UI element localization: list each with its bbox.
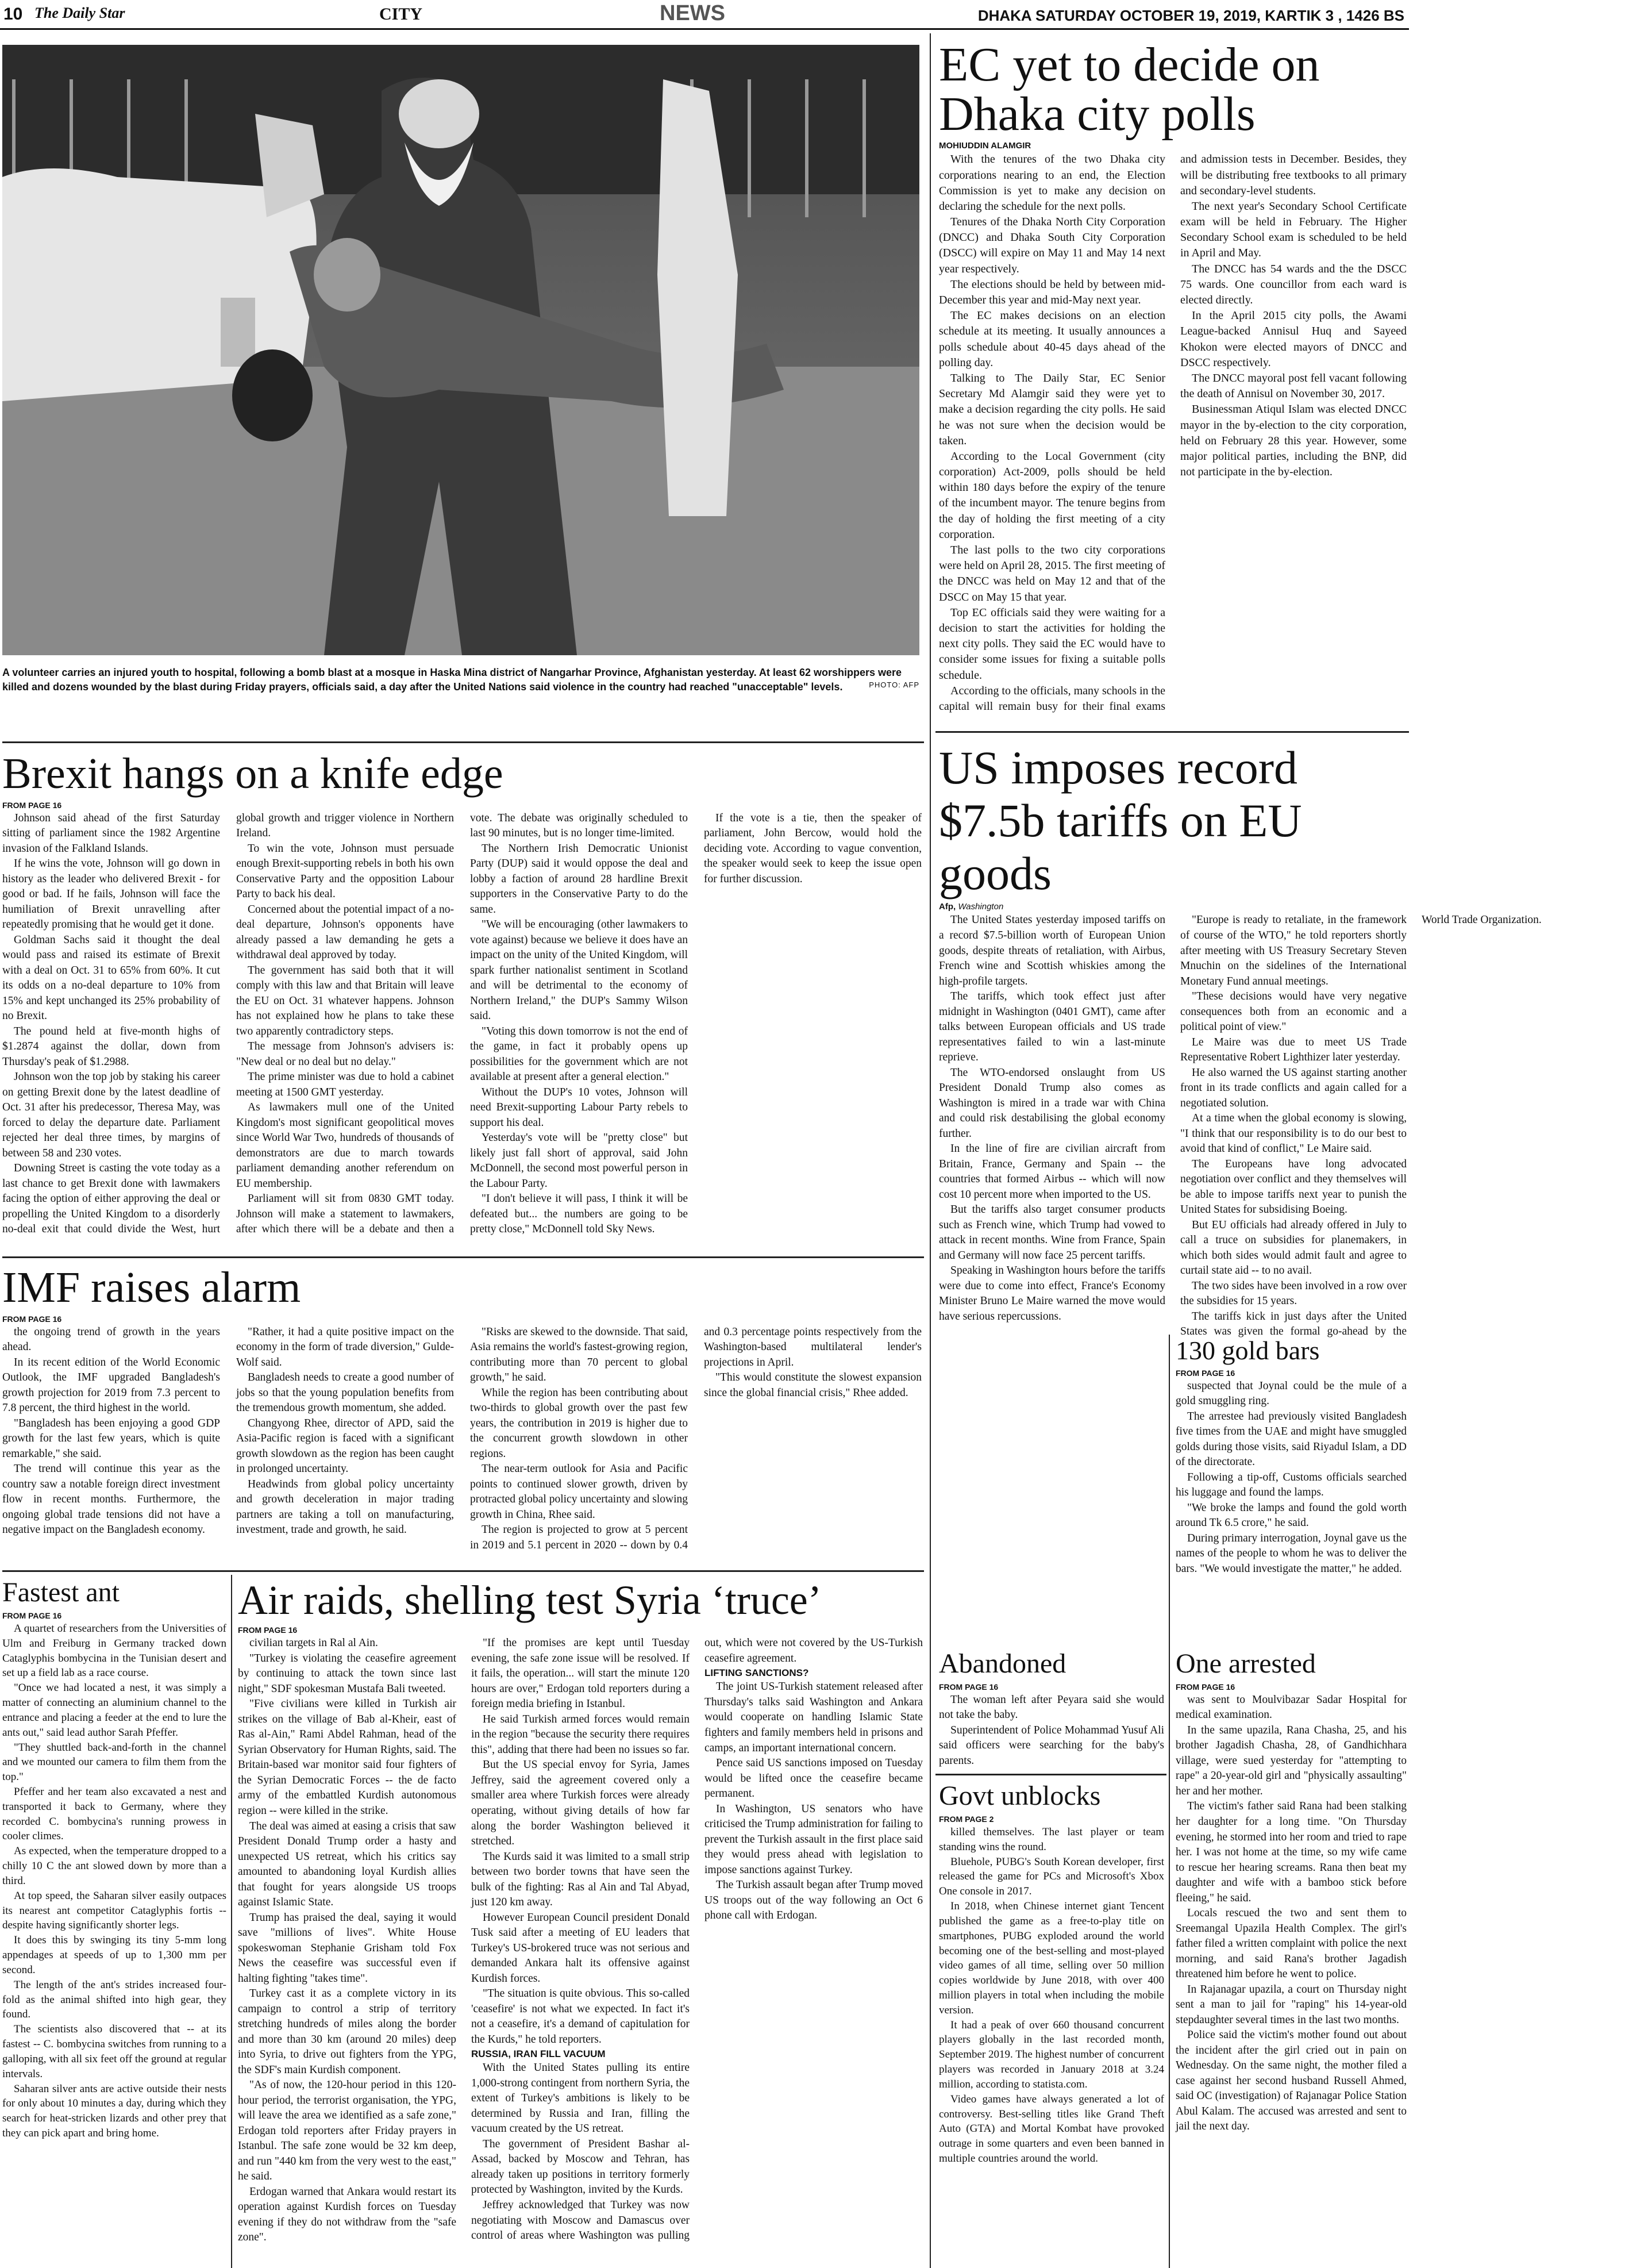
paragraph: The arrestee had previously visited Bangladesh five times from the UAE and might have smuggled golds during those visits, said Riyadul Islam, a DD of the directorate. [1176, 1410, 1407, 1469]
paragraph: During primary interrogation, Joynal gave us the names of the people to whom he was to deliver the bars. "We would investigate the matter," he added. [1176, 1532, 1407, 1575]
paragraph: But EU officials had already offered in July to call a truce on subsidies for planemakers, in which both sides would admit fault and agree to curtail state aid -- to no avail. [1180, 1218, 1407, 1277]
paragraph: Businessman Atiqul Islam was elected DNCC mayor in the by-election to the city corporation, held on February 28 this year. However, some major political parties, including the BNP, did not participate in the by-election. [1180, 403, 1407, 479]
paragraph: "Turkey is violating the ceasefire agreement by continuing to attack the town since last night," SDF spokesman Mustafa Bali tweeted. [238, 1652, 456, 1695]
paragraph: According to the Local Government (city corporation) Act-2009, polls should be held within 180 days before the expiry of the tenure of the incumbent mayor. The tenure begins from the day of holding the first meeting of a city corporation. [939, 449, 1165, 541]
paragraph: Concerned about the potential impact of a no-deal departure, Johnson's opponents have already passed a law demanding he gets a withdrawal deal approved by today. [236, 903, 454, 962]
paragraph: "Five civilians were killed in Turkish air strikes on the village of Bab al-Kheir, east of Ras al-Ain," Rami Abdel Rahman, head of the Syrian Observatory for Human Rights, said. The Britain-based war monitor said four fighters of the Syrian Democratic Forces -- the de facto army of the embattled Kurdish autonomous region -- were killed in the strike. [238, 1698, 456, 1817]
syria-headline: Air raids, shelling test Syria ‘truce’ [238, 1577, 822, 1623]
section-rule [2, 1256, 924, 1258]
govt-story [939, 1782, 1164, 2267]
paragraph: In Washington, US senators who have criticised the Trump administration for failing to prevent the Turkish assault in the first place said they would press ahead with legislation to impose sanctions against Turkey. [704, 1802, 923, 1876]
paragraph: The last polls to the two city corporations were held on April 28, 2015. The first meeting of the DNCC was held on May 12 and that of the DSCC on May 15 that year. [939, 544, 1165, 603]
paragraph: A quartet of researchers from the Universities of Ulm and Freiburg in Germany tracked down Cataglyphis bombycina in the Tunisian desert and set up a field lab as a race course. [2, 1622, 226, 1679]
paragraph: To win the vote, Johnson must persuade enough Brexit-supporting rebels in both his own Conservative Party and the opposition Labour Party to back his deal. [236, 842, 454, 901]
paragraph: Video games have always generated a lot of controversy. Best-selling titles like Grand Theft Auto (GTA) and Mortal Kombat have provoked outrage in some quarters and even been banned in multiple countries around the world. [939, 2093, 1164, 2165]
govt-from: FROM PAGE 2 [939, 1814, 994, 1824]
paragraph: With the tenures of the two Dhaka city corporations nearing to an end, the Election Commission is yet to make any decision on declaring the schedule for the next polls. [939, 153, 1165, 213]
paragraph: The tariffs, which took effect just after midnight in Washington (0401 GMT), came after talks between European officials and US trade representatives failed to win a last-minute reprieve. [939, 990, 1165, 1064]
photo-caption [2, 666, 919, 740]
paragraph: civilian targets in Ral al Ain. [249, 1637, 378, 1650]
paragraph: In Rajanagar upazila, a court on Thursday night sent a man to jail for "raping" his 14-year-old stepdaughter several times in the last two months. [1176, 1983, 1407, 2026]
column-rule [930, 33, 931, 2268]
paragraph: "The situation is quite obvious. This so-called 'ceasefire' is not what we expected. In fact it's not a ceasefire, it's a demand of capitulation for the Kurds," he told reporters. [471, 1988, 690, 2046]
paragraph: The government of President Bashar al-Assad, backed by Moscow and Tehran, has already taken up positions in territory formerly protected by Washington, invited by the Kurds. [471, 2138, 690, 2196]
paragraph: "If the promises are kept until Tuesday evening, the safe zone issue will be resolved. If it fails, the operation... will start the minute 120 hours are over," Erdogan told reporters during a foreign media briefing in Istanbul. [471, 1637, 690, 1710]
arrested-story [1176, 1650, 1407, 2267]
paragraph: He also warned the US against starting another front in its trade conflicts and again called for a negotiated solution. [1180, 1066, 1407, 1109]
paragraph: "Risks are skewed to the downside. That said, Asia remains the world's fastest-growing region, contributing more than 70 percent to global growth," he said. [470, 1325, 688, 1384]
paragraph: Talking to The Daily Star, EC Senior Secretary Md Alamgir said they were yet to make a decision regarding the city polls. He said he was not sure when the decision would be taken. [939, 371, 1165, 447]
news-photo [2, 45, 919, 655]
ec-body [939, 152, 1407, 715]
byline-place: Washington [958, 902, 1004, 912]
section-rule [935, 731, 1409, 733]
byline-agency: Afp, [939, 902, 956, 912]
abandoned-headline: Abandoned [939, 1648, 1066, 1679]
paragraph: The DNCC has 54 wards and the the DSCC 75 wards. One councillor from each ward is elected directly. [1180, 262, 1407, 307]
paragraph: Changyong Rhee, director of APD, said the Asia-Pacific region is faced with a significant growth slowdown as the region has been caught in prolonged uncertainty. [236, 1417, 454, 1475]
abandoned-story [939, 1650, 1164, 1769]
paragraph: He said Turkish armed forces would remain in the region "because the security there requires this", adding that there had been no issues so far. [471, 1713, 690, 1756]
paragraph: In the line of fire are civilian aircraft from Britain, France, Germany and Spain -- the countries that formed Airbus -- which will now cost 10 percent more when imported to the US. [939, 1143, 1165, 1201]
paragraph: "Rather, it had a quite positive impact on the economy in the form of trade diversion," Gulde-Wolf said. [236, 1325, 454, 1369]
paragraph: The EC makes decisions on an election schedule at its meeting. It usually announces a polls schedule about 40-45 days ahead of the polling day. [939, 309, 1165, 369]
abandoned-body [939, 1693, 1164, 1769]
paragraph: Jeffrey acknowledged that Turkey was now negotiating with Moscow and Damascus over control of areas where Washington was pulling out, which were not covered by the US-Turkish ceasefire agreement. [471, 1637, 923, 2242]
paragraph: In its recent edition of the World Economic Outlook, the IMF upgraded Bangladesh's growth projection for 2019 from 7.3 percent to 7.8 percent, the third highest in the world. [2, 1356, 220, 1414]
paragraph: As lawmakers mull one of the United Kingdom's most significant geopolitical moves since World War Two, hundreds of thousands of demonstrators are due to march towards parliament demanding another referendum on EU membership. [236, 1101, 454, 1190]
paragraph: "We broke the lamps and found the gold worth around Tk 6.5 crore," he said. [1176, 1501, 1407, 1529]
govt-headline: Govt unblocks [939, 1781, 1101, 1811]
paragraph: Parliament will sit from 0830 GMT today. Johnson will make a statement to lawmakers, after which there will be a debate and then a vote. The debate was originally scheduled to last 90 minutes, but is no longer time-limited. [236, 812, 688, 1236]
paragraph: The United States yesterday imposed tariffs on a record $7.5-billion worth of European Union goods, despite threats of retaliation, with Airbus, French wine and Scottish whiskies among the high-profile targets. [939, 914, 1165, 987]
section-label: CITY [379, 5, 423, 24]
paragraph: Superintendent of Police Mohammad Yusuf Ali said officers were searching for the baby's parents. [939, 1724, 1164, 1767]
paragraph: the ongoing trend of growth in the years ahead. [2, 1325, 220, 1354]
paragraph: The woman left after Peyara said she would not take the baby. [939, 1693, 1164, 1721]
paragraph: Trump has praised the deal, saying it would save "millions of lives". White House spokeswoman Stephanie Grisham told Fox News the ceasefire was successful even if halting fighting "takes time". [238, 1911, 456, 1985]
paragraph: Yesterday's vote will be "pretty close" but likely just fall short of approval, said John McDonnell, the second most powerful person in the Labour Party. [470, 1132, 688, 1190]
paragraph: The joint US-Turkish statement released after Thursday's talks said Washington and Ankara would cooperate on handling Islamic State fighters and family members held in prisons and camps, an important international concern. [704, 1681, 923, 1754]
paragraph: The Kurds said it was limited to a small strip between two border towns that have seen the bulk of the fighting: Ras al Ain and Tal Abyad, just 120 km away. [471, 1850, 690, 1909]
paragraph: The near-term outlook for Asia and Pacific points to continued slower growth, driven by protracted global policy uncertainty and slowing growth in China, Rhee said. [470, 1463, 688, 1521]
paragraph: Headwinds from global policy uncertainty and growth deceleration in major trading partners are taking a toll on manufacturing, investment, trade and growth, he said. [236, 1478, 454, 1536]
paragraph: "They shuttled back-and-forth in the channel and we mounted our camera to film them from the top." [2, 1741, 226, 1783]
syria-story [238, 1578, 923, 2258]
paragraph: The deal was aimed at easing a crisis that saw President Donald Trump order a hasty and unexpected US retreat, which his critics say amounted to abandoning loyal Kurdish allies that fought for years alongside US troops against Islamic State. [238, 1820, 456, 1909]
paragraph: Goldman Sachs said it thought the deal would pass and raised its estimate of Brexit with a deal on Oct. 31 to 65% from 60%. It cut its odds on a no-deal departure to 10% from 15% and kept unchanged its 25% probability of no Brexit. [2, 933, 220, 1022]
photo-credit: PHOTO: AFP [869, 681, 919, 690]
paragraph: The victim's father said Rana had been stalking her daughter for a long time. "On Thursday evening, he stormed into her room and tried to rape her. I was not home at the time, so my wife came to rescue her hearing screams. Rana then beat my daughter and wife with a bamboo stick before fleeing," he said. [1176, 1800, 1407, 1904]
paragraph: "Bangladesh has been enjoying a good GDP growth for the last few years, which is quite remarkable," she said. [2, 1417, 220, 1460]
section-rule [2, 741, 924, 743]
paragraph: The Turkish assault began after Trump moved US troops out of the way following an Oct 6 phone call with Erdogan. [704, 1879, 923, 1922]
abandoned-from: FROM PAGE 16 [939, 1682, 999, 1692]
syria-from: FROM PAGE 16 [238, 1625, 298, 1635]
paragraph: Johnson said ahead of the first Saturday sitting of parliament since the 1982 Argentine invasion of the Falkland Islands. [2, 812, 220, 855]
ec-story [939, 40, 1407, 715]
gold-from: FROM PAGE 16 [1176, 1368, 1235, 1378]
paragraph: The message from Johnson's advisers is: "New deal or no deal but no delay." [236, 1040, 454, 1068]
paragraph: Bangladesh needs to create a good number of jobs so that the young population benefits from the tremendous growth momentum, she added. [236, 1371, 454, 1414]
ant-body [2, 1621, 226, 2264]
paragraph: Downing Street is casting the vote today as a last chance to get Brexit done with lawmakers facing the option of either approving the deal or propelling the United Kingdom to a disorderly no-deal exit that could divide the West, hurt global growth and trigger violence in Northern Ireland. [2, 812, 454, 1236]
imf-body [2, 1325, 922, 1566]
govt-body [939, 1825, 1164, 2267]
paragraph: In 2018, when Chinese internet giant Tencent published the game as a free-to-play title on smartphones, PUBG exploded around the world becoming one of the best-selling and most-played video games of all time, selling over 50 million copies worldwide by June 2018, with over 400 million players in total when including the mobile version. [939, 1900, 1164, 2016]
paragraph: "Voting this down tomorrow is not the end of the game, in fact it probably opens up possibilities for the government which are not available at present after a general election." [470, 1025, 688, 1083]
news-banner: NEWS [660, 1, 725, 25]
paragraph: The Northern Irish Democratic Unionist Party (DUP) said it would oppose the deal and lobby a faction of around 28 hardline Brexit supporters in the Conservative Party to do the same. [470, 842, 688, 916]
paragraph: Johnson won the top job by staking his career on getting Brexit done by the latest deadline of Oct. 31 after his predecessor, Theresa May, was forced to delay the departure date. Parliament rejected her deal three times, by margins of between 58 and 230 votes. [2, 1071, 220, 1159]
ec-headline: EC yet to decide on Dhaka city polls [939, 38, 1320, 141]
paragraph: Pfeffer and her team also excavated a nest and transported it back to Germany, where they recorded C. bombycina's running prowess in cooler climes. [2, 1785, 226, 1843]
paragraph: As expected, when the temperature dropped to a chilly 10 C the ant slowed down by more than a third. [2, 1845, 226, 1887]
paragraph: If the vote is a tie, then the speaker of parliament, John Bercow, would hold the deciding vote. According to vague convention, the speaker would seek to keep the issue open for further discussion. [704, 812, 922, 885]
paragraph: If he wins the vote, Johnson will go down in history as the leader who delivered Brexit - for good or bad. If he fails, Johnson will face the humiliation of Brexit unravelling after repeatedly promising that he would get it done. [2, 858, 220, 931]
paragraph: Tenures of the Dhaka North City Corporation (DNCC) and Dhaka South City Corporation (DSCC) will expire on May 11 and May 14 next year respectively. [939, 216, 1165, 275]
paragraph: Erdogan warned that Ankara would restart its operation against Kurdish forces on Tuesday evening if they do not withdraw from the "safe zone". [238, 2185, 456, 2244]
section-rule [2, 1570, 924, 1572]
ant-headline: Fastest ant [2, 1577, 120, 1608]
paragraph: While the region has been contributing about two-thirds to global growth over the past few years, the contribution in 2019 is higher due to the concurrent growth slowdown in other regions. [470, 1386, 688, 1460]
brexit-story [2, 751, 922, 1248]
subheading: RUSSIA, IRAN FILL VACUUM [471, 2048, 606, 2060]
paragraph: "Europe is ready to retaliate, in the framework of course of the WTO," he told reporters shortly after meeting with US Treasury Secretary Steven Mnuchin on the sidelines of the International Monetary Fund annual meetings. [1180, 914, 1407, 987]
paragraph: Locals rescued the two and sent them to Sreemangal Upazila Health Complex. The girl's father filed a written complaint with police the next morning, and said Rana's brother Jagadish threatened him before he went to police. [1176, 1907, 1407, 1981]
paragraph: The region is projected to grow at 5 percent in 2019 and 5.1 percent in 2020 -- down by 0.4 and 0.3 percentage points respectively from the Washington-based multilateral lender's projections in April. [470, 1325, 922, 1551]
column-rule [231, 1575, 232, 2268]
paragraph: In the April 2015 city polls, the Awami League-backed Annisul Huq and Sayeed Khokon were elected mayors of DNCC and DSCC respectively. [1180, 309, 1407, 369]
gold-headline: 130 gold bars [1176, 1336, 1320, 1365]
paragraph: Le Maire was due to meet US Trade Representative Robert Lighthizer later yesterday. [1180, 1036, 1407, 1064]
brexit-body [2, 811, 922, 1248]
paragraph: Top EC officials said they were waiting for a decision to start the activities for holding the next city polls. They said the EC would have to consider some issues for fixing a suitable polls schedule. [939, 606, 1165, 682]
paragraph: The DNCC mayoral post fell vacant following the death of Annisul on November 30, 2017. [1180, 371, 1407, 401]
brexit-headline: Brexit hangs on a knife edge [2, 749, 503, 798]
paragraph: The length of the ant's strides increased four-fold as the animal shifted into high gear, they found. [2, 1978, 226, 2021]
paragraph: But the US special envoy for Syria, James Jeffrey, said the agreement covered only a smaller area where Turkish forces were already operating, without giving details of how far along the border Washington believed it stretched. [471, 1759, 690, 1848]
page-number: 10 [3, 5, 23, 24]
paragraph: was sent to Moulvibazar Sadar Hospital for medical examination. [1176, 1693, 1407, 1721]
page-header [0, 0, 1409, 30]
us-tariffs-body [939, 913, 1542, 1344]
paragraph: The elections should be held by between mid-December this year and mid-May next year. [939, 278, 1165, 307]
paragraph: "As of now, the 120-hour period in this 120-hour period, the terrorist organisation, the YPG, will leave the area we identified as a safe zone," Erdogan told reporters after Friday prayers in Istanbul. The safe zone would be 32 km deep, and run "440 km from the very west to the east," he said. [238, 2079, 456, 2183]
paragraph: Saharan silver ants are active outside their nests for only about 10 minutes a day, during which they search for heat-stricken lizards and other prey that they can pick apart and bring home. [2, 2082, 226, 2140]
paragraph: Police said the victim's mother found out about the incident after the girl cried out in pain on Wednesday. On the same night, the mother filed a case against her second husband Russell Ahmed, said OC (investigation) of Rajanagar Police Station Abul Kalam. The accused was arrested and sent to jail the next day. [1176, 2029, 1407, 2133]
paragraph: It had a peak of over 660 thousand concurrent players globally in the last recorded month, September 2019. The highest number of concurrent players was recorded in January 2018 at 3.24 million, according to statista.com. [939, 2019, 1164, 2090]
paragraph: Pence said US sanctions imposed on Tuesday would be lifted once the ceasefire became permanent. [704, 1757, 923, 1800]
paragraph: At top speed, the Saharan silver easily outpaces its nearest ant competitor Cataglyphis fortis -- despite having significantly shorter legs. [2, 1889, 226, 1932]
paragraph: However European Council president Donald Tusk said after a meeting of EU leaders that Turkey's US-brokered truce was not serious and demanded Ankara halt its offensive against Kurdish forces. [471, 1911, 690, 1985]
paragraph: "These decisions would have very negative consequences both from an economic and a political point of view." [1180, 990, 1407, 1033]
arrested-body [1176, 1693, 1407, 2267]
paragraph: It does this by swinging its tiny 5-mm long appendages at speeds of up to 1,300 mm per second. [2, 1934, 226, 1976]
photo-caption-text: A volunteer carries an injured youth to hospital, following a bomb blast at a mosque in Haska Mina district of Nangarhar Province, Afghanistan yesterday. At least 62 worshippers were killed and dozens wounded by the blast during Friday prayers, officials said, a day after the United Nations said violence in the country had reached "unacceptable" levels. [2, 667, 902, 693]
dateline: DHAKA SATURDAY OCTOBER 19, 2019, KARTIK 3 , 1426 BS [977, 7, 1404, 24]
paragraph: Speaking in Washington hours before the tariffs were due to come into effect, France's Economy Minister Bruno Le Maire warned the move would have serious repercussions. [939, 1264, 1165, 1323]
gold-body [1176, 1379, 1407, 1649]
masthead-logo: The Daily Star [34, 5, 125, 21]
paragraph: But the tariffs also target consumer products such as French wine, which Trump had vowed to attack in recent months. Wine from France, Spain and Germany will now face 25 percent tariffs. [939, 1204, 1165, 1262]
paragraph: Turkey cast it as a complete victory in its campaign to control a strip of territory stretching hundreds of miles along the border and more than 30 km (around 20 miles) deep into Syria, to drive out fighters from the YPG, the SDF's main Kurdish component. [238, 1988, 456, 2076]
paragraph: The tariffs kick in just days after the United States was given the formal go-ahead by the World Trade Organization. [1180, 914, 1542, 1338]
paragraph: According to the officials, many schools in the capital will remain busy for their final exams and admission tests in December. Besides, they will be distributing free textbooks to all primary and secondary-level students. [939, 153, 1407, 713]
paragraph: "Once we had located a nest, it was simply a matter of connecting an aluminium channel to the entrance and placing a feeder at the end to lure the ants out," said lead author Sarah Pfeffer. [2, 1682, 226, 1739]
paragraph: "We will be encouraging (other lawmakers to vote against) because we believe it does have an impact on the unity of the United Kingdom, will spark further nationalist sentiment in Scotland and will be detrimental to the economy of Northern Ireland," the DUP's Sammy Wilson said. [470, 918, 688, 1022]
ant-from: FROM PAGE 16 [2, 1610, 62, 1620]
paragraph: The two sides have been involved in a row over the subsidies for 15 years. [1180, 1279, 1407, 1308]
paragraph: killed themselves. The last player or team standing wins the round. [939, 1825, 1164, 1853]
arrested-from: FROM PAGE 16 [1176, 1682, 1235, 1692]
us-tariffs-byline [939, 902, 1407, 912]
paragraph: The trend will continue this year as the country saw a notable foreign direct investment flow in recent months. Furthermore, the ongoing global trade tensions did not have a negative impact on the Bangladesh economy. [2, 1463, 220, 1536]
paragraph: "I don't believe it will pass, I think it will be defeated but... the numbers are going to be pretty close," McDonnell told Sky News. [470, 1193, 688, 1236]
paragraph: Without the DUP's 10 votes, Johnson will need Brexit-supporting Labour Party rebels to support his deal. [470, 1086, 688, 1129]
paragraph: The Europeans have long advocated negotiation over conflict and they themselves will be able to impose tariffs next year to punish the United States for subsidising Boeing. [1180, 1158, 1407, 1216]
brexit-from: FROM PAGE 16 [2, 800, 62, 810]
paragraph: The government has said both that it will comply with this law and that Britain will leave the EU on Oct. 31 whatever happens. Johnson has not explained how he plans to take these two apparently contradictory steps. [236, 964, 454, 1037]
paragraph: The scientists also discovered that -- at its fastest -- C. bombycina switches from running to a galloping, with all six feet off the ground at regular intervals. [2, 2023, 226, 2080]
paragraph: Following a tip-off, Customs officials searched his luggage and found the lamps. [1176, 1471, 1407, 1499]
bomb-blast-photo [2, 45, 919, 655]
arrested-headline: One arrested [1176, 1648, 1316, 1679]
syria-body [238, 1636, 923, 2258]
paragraph: In the same upazila, Rana Chasha, 25, and his brother Jagadish Chasha, 28, of Gandhichhara village, were sued yesterday for "attempting to rape" a 20-year-old girl and "physically assaulting" her and her mother. [1176, 1724, 1407, 1797]
ant-story [2, 1578, 226, 2264]
paragraph: The prime minister was due to hold a cabinet meeting at 1500 GMT yesterday. [236, 1071, 454, 1098]
us-tariffs-story [939, 741, 1542, 1338]
imf-from: FROM PAGE 16 [2, 1314, 62, 1324]
imf-story [2, 1264, 922, 1566]
imf-headline: IMF raises alarm [2, 1263, 301, 1312]
paragraph: suspected that Joynal could be the mule of a gold smuggling ring. [1176, 1379, 1407, 1408]
gold-story [1176, 1337, 1407, 1649]
paragraph: The next year's Secondary School Certificate exam will be held in February. The Higher Secondary School exam is scheduled to be held in April and May. [1180, 199, 1407, 260]
section-rule [935, 1774, 1166, 1775]
subheading: LIFTING SANCTIONS? [704, 1667, 809, 1679]
ec-byline: MOHIUDDIN ALAMGIR [939, 141, 1031, 151]
paragraph: Bluehole, PUBG's South Korean developer, first released the game for PCs and Microsoft's Xbox One console in 2017. [939, 1855, 1164, 1898]
paragraph: At a time when the global economy is slowing, "I think that our responsibility is to do our best to avoid that kind of conflict," Le Maire said. [1180, 1112, 1407, 1155]
paragraph: The WTO-endorsed onslaught from US President Donald Trump also comes as Washington is mired in a trade war with China and could risk destabilising the global economy further. [939, 1066, 1165, 1140]
us-tariffs-headline: US imposes record $7.5b tariffs on EU goods [939, 741, 1302, 899]
paragraph: The pound held at five-month highs of $1.2874 against the dollar, down from Thursday's peak of $1.2988. [2, 1025, 220, 1068]
column-rule [1169, 1335, 1170, 2268]
paragraph: With the United States pulling its entire 1,000-strong contingent from northern Syria, the extent of Turkey's ambitions is likely to be determined by Russia and Iran, filling the vacuum created by the US retreat. [471, 2062, 690, 2135]
paragraph: "This would constitute the slowest expansion since the global financial crisis," Rhee added. [704, 1371, 922, 1399]
